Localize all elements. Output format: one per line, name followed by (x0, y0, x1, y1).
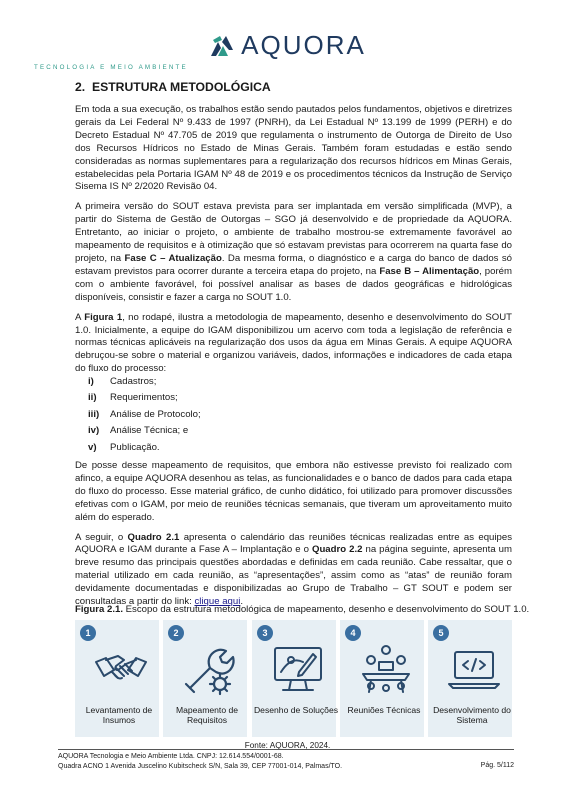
text-run: . (240, 596, 244, 608)
step-card-5 (428, 620, 512, 737)
documents-link[interactable]: clique aqui (194, 596, 241, 608)
figure-caption (75, 604, 529, 615)
quadro-2-1-reference: Quadro 2.1 (127, 531, 180, 543)
text-run: A primeira versão do SOUT estava prevista para ser implantada em versão simplificada (MVP), a partir do Sistema de Gestão de Outorgas – SGO já desenvolvido e de propriedade da AQUORA. Entretanto, ao iniciar o projeto, o ambiente de trabalho mostrou-se extremamente favorável ao mapeamento de requisitos e à otimização que só estavam previstas para ocorrerem na quarta fase do projeto, na (75, 201, 512, 264)
text-run: , no rodapé, ilustra a metodologia de mapeamento, desenho e desenvolvimento do SOUT 1.0. Inicialmente, a equipe do IGAM disponibilizou um acervo com toda a legislação de referência e normas técnicas aplicáveis na regularização dos usos da água em Minas Gerais. A equipe AQUORA debruçou-se sobre o material e organizou variáveis, dados, informações e indicadores de cada etapa do fluxo do processo: (75, 311, 512, 375)
list-text: Análise Técnica; e (110, 425, 189, 437)
wrench-gear-icon (180, 640, 238, 698)
logo-wordmark: AQUORA (241, 30, 366, 60)
paragraph-meetings (75, 532, 512, 609)
paragraph-first-version (75, 201, 512, 304)
figure-caption-label: Figura 2.1. (75, 604, 123, 615)
text-run: apresenta o calendário das reuniões técnicas realizadas entre as equipes AQUORA e IGAM durante a Fase A – Implantação e o (75, 531, 512, 556)
step-card-1 (75, 620, 159, 737)
step-card-2 (163, 620, 247, 737)
list-item (88, 374, 201, 390)
paragraph-requirements: De posse desse mapeamento de requisitos, que embora não estivesse previsto foi realizado com afinco, a equipe AQUORA desenhou as telas, as funcionalidades e o banco de dados para cada etapa do fluxo do processo. Esse material gráfico, de cunho didático, foi utilizado para promover discussões efetivas com o IGAM, por meio de reuniões técnicas semanais, que tiveram um aproveitamento muito além do esperado. (75, 460, 512, 523)
list-number: v) (88, 441, 97, 453)
section-number: 2. (75, 80, 86, 94)
figure-source: Fonte: AQUORA, 2024. (244, 741, 331, 750)
list-item (88, 440, 201, 456)
phase-b-label: Fase B – Alimentação (379, 265, 480, 277)
list-number: iii) (88, 408, 100, 420)
step-badge: 1 (80, 625, 96, 641)
list-number: i) (88, 376, 94, 387)
footer-address: Quadra ACNO 1 Avenida Juscelino Kubitscheck S/N, Sala 39, CEP 77001-014, Palmas/TO. (58, 762, 343, 770)
list-number: iv) (88, 425, 100, 437)
process-steps-list (88, 374, 201, 456)
step-card-4 (340, 620, 424, 737)
paragraph-figure-intro (75, 312, 512, 377)
text-run: na página seguinte, apresenta um breve resumo das principais questões abordadas e definidas em cada reunião. Cabe ressaltar, que o material utilizado em cada reunião, as “apresentações”, assim como as “atas” de reunião foram devidamente documentadas e disponibilizadas ao Grupo de Trabalho – GT SOUT e podem ser consultadas a partir do link: (75, 544, 512, 608)
text-run: , porém com o ambiente favorável, foi possível analisar as bases de dados geográficas e hidrológicas disponíveis, consistir e fazer a carga no SOUT 1.0. (75, 265, 512, 303)
methodology-figure (75, 620, 516, 737)
section-title: ESTRUTURA METODOLÓGICA (91, 80, 271, 94)
list-text: Requerimentos; (110, 392, 178, 404)
list-number: ii) (88, 392, 97, 404)
list-text: Cadastros; (110, 376, 157, 387)
figure-reference: Figura 1 (84, 311, 123, 323)
step-label: Levantamento de Insumos (85, 705, 153, 726)
page-number: Pág. 5/112 (480, 762, 514, 769)
step-badge: 2 (168, 625, 184, 641)
list-text: Análise de Protocolo; (110, 408, 201, 420)
step-label: Desenho de Soluções (253, 705, 339, 715)
phase-c-label: Fase C – Atualização (124, 252, 222, 264)
list-item (88, 407, 201, 423)
laptop-code-icon (445, 640, 503, 698)
list-item (88, 390, 201, 406)
list-text: Publicação. (110, 441, 160, 453)
page-footer (58, 749, 514, 772)
text-run: . Da mesma forma, o diagnóstico e a carga do banco de dados só estavam previstos para ocorrer durante a terceira etapa do projeto, na (75, 252, 513, 277)
step-label: Reuniões Técnicas (347, 705, 421, 715)
company-logo (0, 30, 575, 71)
step-badge: 3 (257, 625, 273, 641)
body-text (75, 104, 512, 383)
design-monitor-icon (269, 640, 327, 698)
step-label: Desenvolvimento do Sistema (433, 705, 511, 726)
step-badge: 4 (345, 625, 361, 641)
footer-company: AQUORA Tecnologia e Meio Ambiente Ltda. CNPJ: 12.614.554/0001-68. (58, 753, 284, 760)
step-card-3 (252, 620, 339, 737)
figure-caption-text: Escopo da estrutura metodológica de mapeamento, desenho e desenvolvimento do SOUT 1.0. (122, 604, 530, 615)
paragraph-legal-basis: Em toda a sua execução, os trabalhos estão sendo pautados pelos fundamentos, objetivos e diretrizes gerais da Lei Federal Nº 9.433 de 1997 (PNRH), da Lei Estadual Nº 13.199 de 1999 (PERH) e do Decreto Estadual Nº 47.705 de 2019 que regulamenta o instrumento de Outorga de Direito de Uso dos Recursos Hídricos no Estado de Minas Gerais. Também foram estudadas e estão sendo consideradas as normas suplementares para a regularização dos recursos hídricos em Minas Gerais, estabelecidas pela Portaria IGAM Nº 48 de 2019 e os procedimentos técnicos da Instrução de Serviço Sisema IS Nº 2/2020 Revisão 04. (75, 104, 512, 193)
step-label: Mapeamento de Requisitos (175, 705, 239, 726)
body-text-lower (75, 460, 512, 616)
text-run: A seguir, o (75, 531, 128, 543)
handshake-icon (92, 640, 150, 698)
section-heading (75, 80, 271, 94)
quadro-2-2-reference: Quadro 2.2 (311, 544, 363, 556)
list-item (88, 423, 201, 439)
meeting-icon (357, 640, 415, 698)
logo-tagline: TECNOLOGIA E MEIO AMBIENTE (34, 63, 188, 71)
step-badge: 5 (433, 625, 449, 641)
aquora-logo-icon (209, 34, 235, 58)
text-run: A (75, 311, 85, 323)
